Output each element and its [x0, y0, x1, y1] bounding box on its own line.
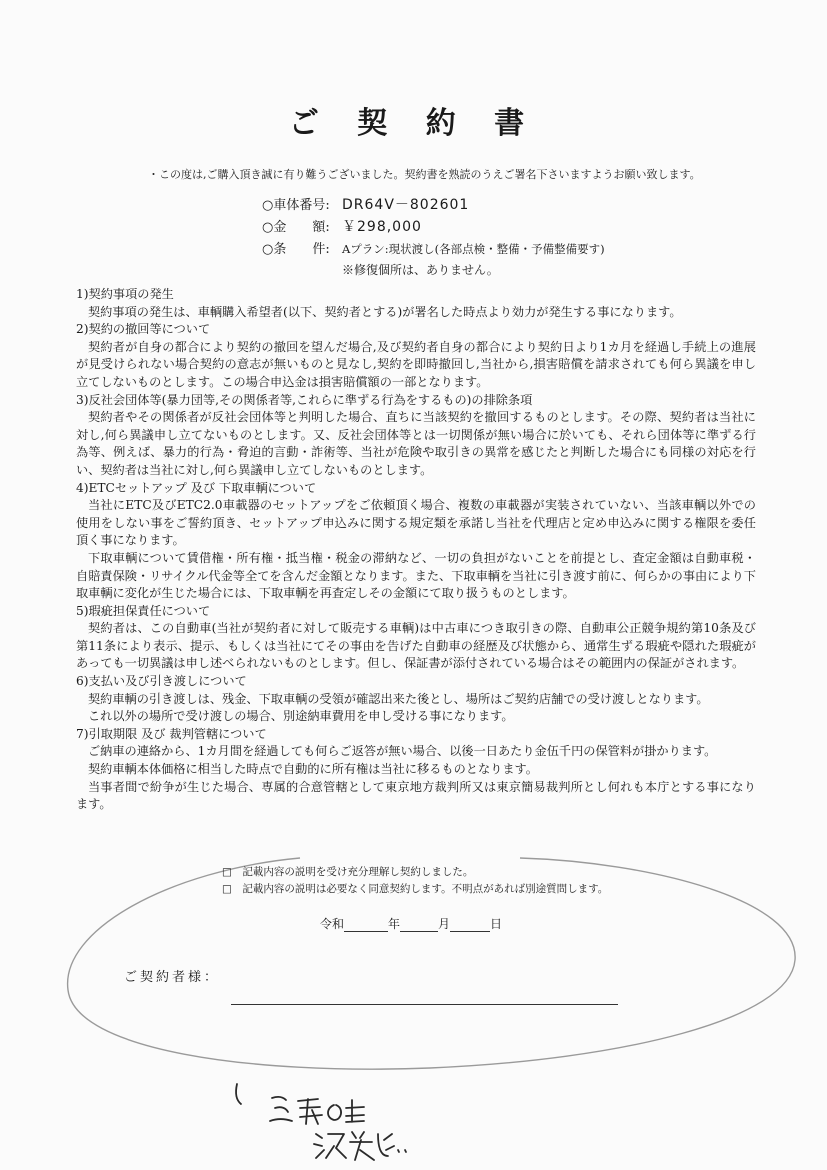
date-day: 日: [490, 917, 503, 931]
date-year: 年: [388, 917, 401, 931]
price-label: ○金 額:: [262, 220, 330, 235]
clause-paragraph: 契約者やその関係者が反社会団体等と判明した場合、直ちに当該契約を撤回するものとします。その際、契約者は当社に対し,何ら異議申し立てないものとします。又、反社会団体等とは一切関係が無い場合に於いても、それら団体等に準ずる行為等、例えば、暴力的行為・脅迫的言動・詐術等、当社が危険や取引きの異常を感じたと判断した場合にも同様の対応を行い、契約者は当社に対し,何ら異議申し立てしないものとします。: [76, 410, 756, 477]
clause-heading: 5)瑕疵担保責任について: [76, 603, 211, 618]
clause-paragraph: 契約者は、この自動車(当社が契約者に対して販売する車輌)は中古車につき取引きの際、自動車公正競争規約第10条及び第11条により表示、提示、もしくは当社にてその事由を告げた自動車の経歴及び状態から、通常生ずる瑕疵や隠れた瑕疵があっても一切異議は申し述べられないものとします。但し、保証書が添付されている場合はその範囲内の保証がされます。: [76, 621, 756, 671]
vehicle-number-value: DR64V－802601: [342, 197, 470, 213]
clause-heading: 3)反社会団体等(暴力団等,その関係者等,これらに準ずる行為をするもの)の排除条項: [76, 392, 533, 407]
price-value: ￥298,000: [342, 219, 422, 235]
clause-paragraph: 当社にETC及びETC2.0車載器のセットアップをご依頼頂く場合、複数の車載器が実装されていない、当該車輌以外での使用をしない事をご誓約頂き、セットアップ申込みに関する規定類を承諾し当社を代理店と定め申込みに関する権限を委任頂く事になります。: [76, 498, 756, 548]
clause-heading: 6)支払い及び引き渡しについて: [76, 674, 247, 689]
condition-value: Aプラン:現状渡し(各部点検・整備・予備整備要す): [342, 242, 605, 256]
clause-paragraph: 契約車輌の引き渡しは、残金、下取車輌の受領が確認出来た後とし、場所はご契約店舗での受け渡しとなります。: [88, 691, 709, 706]
intro-text: ・この度は,ご購入頂き誠に有り難うございました。契約書を熟読のうえご署名下さいますようお願い致します。: [148, 168, 701, 181]
checkbox-explained[interactable]: □ 記載内容の説明を受け充分理解し契約しました。: [222, 866, 474, 878]
signer-label: ご契約者様：: [124, 970, 221, 985]
clause-heading: 1)契約事項の発生: [76, 287, 174, 301]
clause-paragraph: 契約事項の発生は、車輌購入希望者(以下、契約者とする)が署名した時点より効力が発生する事になります。: [88, 304, 682, 319]
clause-heading: 2)契約の撤回等について: [76, 322, 211, 337]
clause-paragraph: ご納車の連絡から、1カ月間を経過しても何らご返答が無い場合、以後一日あたり金伍千円の保管料が掛かります。: [88, 744, 717, 759]
clause-paragraph: 下取車輌について賃借権・所有権・抵当権・税金の滞納など、一切の負担がないことを前提とし、査定金額は自動車税・自賠責保険・リサイクル代金等全てを含んだ金額となります。また、下取車輌を当社に引き渡す前に、何らかの事由により下取車輌に変化が生じた場合には、下取車輌を再査定しその金額にて取り扱うものとします。: [76, 550, 756, 601]
repair-note: ※修復個所は、ありません。: [342, 263, 499, 277]
clause-paragraph: 契約者が自身の都合により契約の撤回を望んだ場合,及び契約者自身の都合により契約日より1カ月を経過し手続上の進展が見受けられない場合契約の意志が無いものと見なし,契約を即時撤回し,当社から,損害賠償を請求されても何ら異議を申し立てしないものとします。この場合申込金は損害賠償額の一部となります。: [76, 339, 756, 389]
clause-paragraph: 契約車輌本体価格に相当した時点で自動的に所有権は当社に移るものとなります。: [88, 762, 538, 777]
clause-paragraph: 当事者間で紛争が生じた場合、専属的合意管轄として東京地方裁判所又は東京簡易裁判所とし何れも本庁とする事になります。: [76, 779, 756, 812]
document-title: ご 契 約 書: [288, 106, 539, 141]
vehicle-number-label: ○車体番号:: [262, 198, 330, 213]
date-era: 令和: [320, 917, 345, 931]
checkbox-no-explanation[interactable]: □ 記載内容の説明は必要なく同意契約します。不明点があれば別途質問します。: [222, 883, 609, 895]
clause-heading: 4)ETCセットアップ 及び 下取車輌について: [76, 480, 317, 495]
clause-heading: 7)引取期限 及び 裁判管轄について: [76, 726, 267, 741]
date-month: 月: [438, 917, 451, 931]
condition-label: ○条 件:: [262, 242, 330, 257]
clause-paragraph: これ以外の場所で受け渡しの場合、別途納車費用を申し受ける事になります。: [88, 709, 514, 724]
